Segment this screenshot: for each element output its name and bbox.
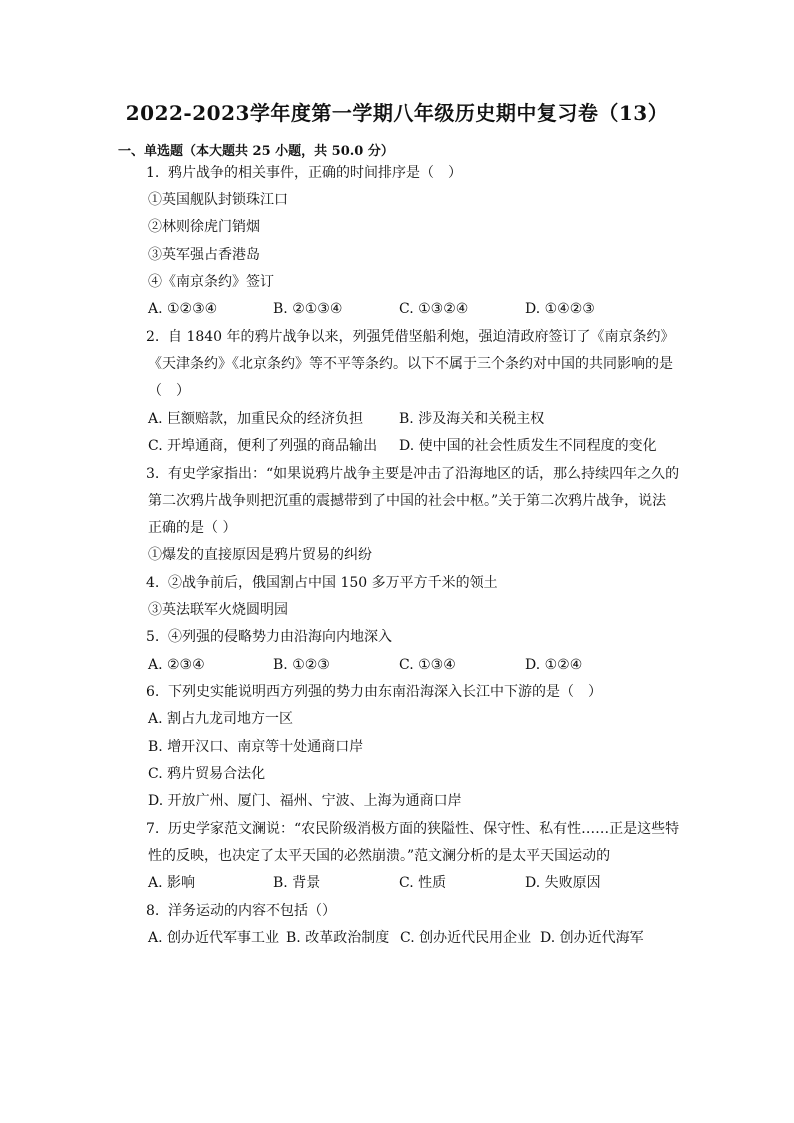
- question-number: 8.: [146, 903, 160, 919]
- q2-option-c: C. 开埠通商，便利了列强的商品输出: [148, 438, 378, 454]
- q5-option-a: A. ②③④: [148, 657, 205, 673]
- question-6: [146, 682, 602, 702]
- q1-option-a: A. ①②③④: [148, 301, 218, 317]
- q1-item-1: ①英国舰队封锁珠江口: [148, 192, 288, 208]
- question-number: 6.: [146, 684, 160, 700]
- q5-option-c: C. ①③④: [399, 657, 456, 673]
- q6-option-d: D. 开放广州、厦门、福州、宁波、上海为通商口岸: [148, 793, 462, 809]
- question-4: [146, 573, 498, 593]
- question-stem: 鸦片战争的相关事件，正确的时间排序是（ ）: [168, 165, 462, 181]
- q5-option-b: B. ①②③: [273, 657, 330, 673]
- question-number: 1.: [146, 165, 160, 181]
- question-number: 3.: [146, 466, 160, 482]
- q6-option-b: B. 增开汉口、南京等十处通商口岸: [148, 739, 364, 755]
- q7-option-b: B. 背景: [273, 875, 321, 891]
- q2-stem-line-2: 《天津条约》《北京条约》等不平等条约。以下不属于三个条约对中国的共同影响的是: [148, 356, 673, 372]
- q4-item: ③英法联军火烧圆明园: [148, 602, 288, 618]
- q1-item-4: ④《南京条约》签订: [148, 274, 274, 290]
- question-stem: 下列史实能说明西方列强的势力由东南沿海深入长江中下游的是（ ）: [168, 684, 602, 700]
- question-number: 4.: [146, 575, 160, 591]
- q1-option-c: C. ①③②④: [399, 301, 469, 317]
- q3-item-1: ①爆发的直接原因是鸦片贸易的纠纷: [148, 547, 372, 563]
- q7-option-c: C. 性质: [399, 875, 447, 891]
- q3-stem-line-2: 第二次鸦片战争则把沉重的震撼带到了中国的社会中枢。”关于第二次鸦片战争，说法: [148, 493, 667, 509]
- question-number: 2.: [146, 329, 160, 345]
- question-7: [146, 819, 679, 839]
- question-number: 7.: [146, 821, 160, 837]
- question-stem: ④列强的侵略势力由沿海向内地深入: [168, 629, 392, 645]
- q8-option-d: D. 创办近代海军: [540, 930, 644, 946]
- question-2: [146, 327, 675, 347]
- q2-option-d: D. 使中国的社会性质发生不同程度的变化: [399, 438, 657, 454]
- q2-option-a: A. 巨额赔款，加重民众的经济负担: [148, 411, 364, 427]
- q8-option-a: A. 创办近代军事工业: [148, 930, 280, 946]
- q8-option-c: C. 创办近代民用企业: [400, 930, 532, 946]
- q7-stem-line-2: 性的反映，也决定了太平天国的必然崩溃。”范文澜分析的是太平天国运动的: [148, 848, 611, 864]
- question-number: 5.: [146, 629, 160, 645]
- q1-item-2: ②林则徐虎门销烟: [148, 219, 260, 235]
- question-5: [146, 627, 392, 647]
- question-stem: 历史学家范文澜说：“农民阶级消极方面的狭隘性、保守性、私有性……正是这些特: [168, 821, 680, 837]
- q1-item-3: ③英军强占香港岛: [148, 247, 260, 263]
- q7-option-d: D. 失败原因: [525, 875, 601, 891]
- question-stem: ②战争前后，俄国割占中国 150 多万平方千米的领土: [168, 575, 498, 591]
- question-3: [146, 464, 679, 484]
- q8-option-b: B. 改革政治制度: [286, 930, 390, 946]
- question-stem: 自 1840 年的鸦片战争以来，列强凭借坚船利炮，强迫清政府签订了《南京条约》: [168, 329, 675, 345]
- q2-option-b: B. 涉及海关和关税主权: [399, 411, 545, 427]
- question-1: [146, 163, 462, 183]
- q1-option-d: D. ①④②③: [525, 301, 595, 317]
- q3-stem-line-3: 正确的是（ ）: [148, 520, 237, 536]
- q2-stem-line-3: （ ）: [148, 383, 190, 399]
- question-stem: 洋务运动的内容不包括（）: [168, 903, 336, 919]
- page-title: 2022-2023学年度第一学期八年级历史期中复习卷（13）: [125, 101, 669, 125]
- section-heading: 一、单选题（本大题共 25 小题，共 50.0 分）: [118, 144, 394, 159]
- q7-option-a: A. 影响: [148, 875, 196, 891]
- q6-option-c: C. 鸦片贸易合法化: [148, 766, 266, 782]
- q1-option-b: B. ②①③④: [273, 301, 343, 317]
- q5-option-d: D. ①②④: [525, 657, 583, 673]
- q6-option-a: A. 割占九龙司地方一区: [148, 711, 294, 727]
- question-8: [146, 901, 336, 921]
- question-stem: 有史学家指出：“如果说鸦片战争主要是冲击了沿海地区的话，那么持续四年之久的: [168, 466, 680, 482]
